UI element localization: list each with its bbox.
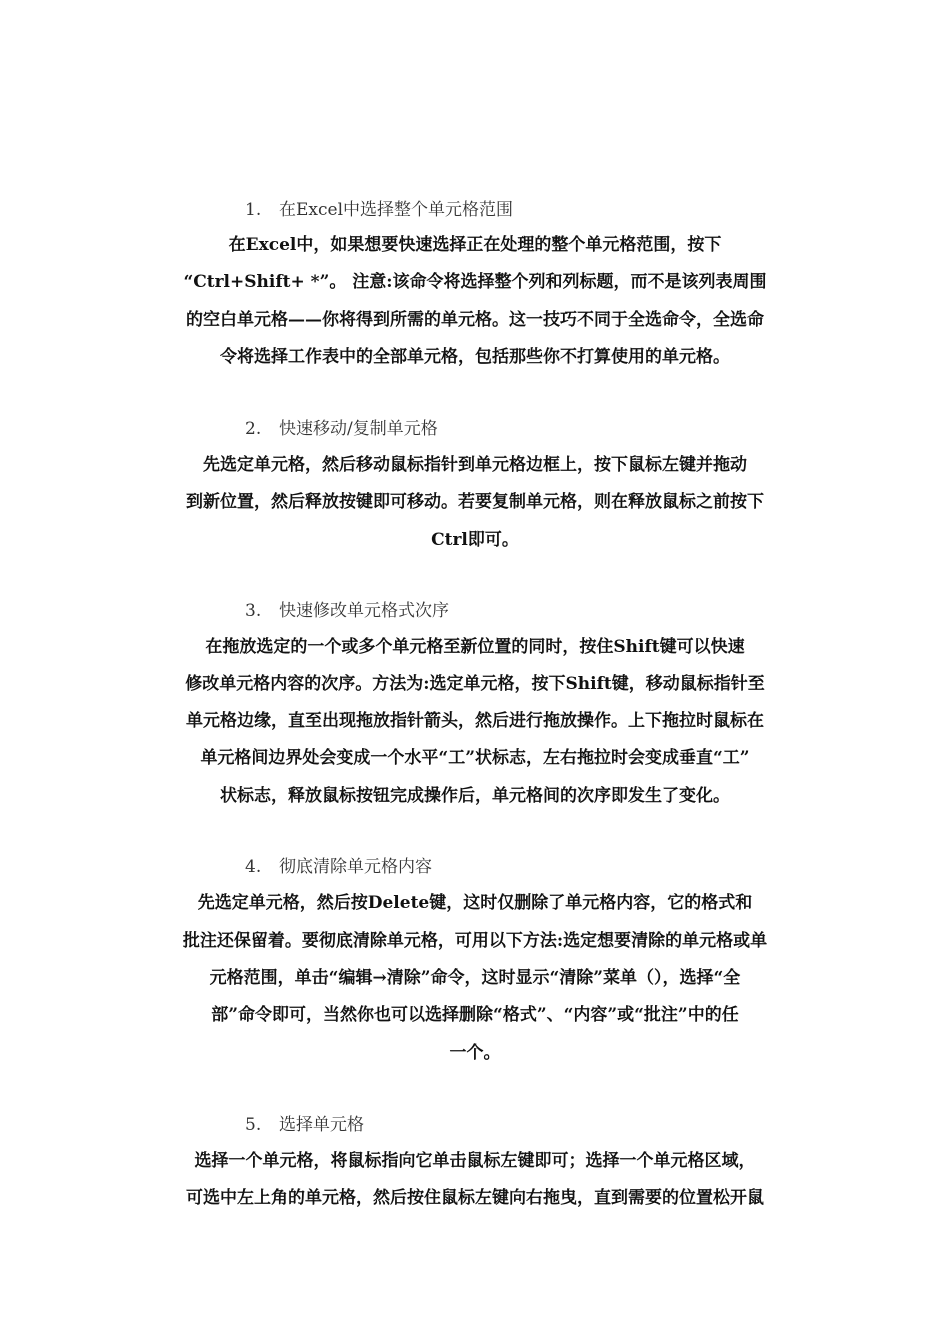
section-1-line-1: 在Excel中，如果想要快速选择正在处理的整个单元格范围，按下 [228,235,722,255]
section-4-line-3: 元格范围，单击“编辑→清除”命令，这时显示“清除”菜单（），选择“全 [209,968,741,988]
section-3-line-5: 状标志，释放鼠标按钮完成操作后，单元格间的次序即发生了变化。 [220,786,730,806]
section-2-line-1: 先选定单元格，然后移动鼠标指针到单元格边框上，按下鼠标左键并拖动 [203,455,747,475]
section-4-line-2: 批注还保留着。要彻底清除单元格，可用以下方法:选定想要清除的单元格或单 [182,931,768,951]
section-4-line-1: 先选定单元格，然后按Delete键，这时仅删除了单元格内容，它的格式和 [197,893,753,913]
section-2-line-2: 到新位置，然后释放按键即可移动。若要复制单元格，则在释放鼠标之前按下 [186,492,764,512]
section-3-line-2: 修改单元格内容的次序。方法为:选定单元格，按下Shift键，移动鼠标指针至 [185,674,765,694]
section-5-title: 选择单元格 [279,1115,364,1135]
section-4-title: 彻底清除单元格内容 [279,857,432,877]
section-2-heading [245,417,438,441]
section-3-line-4: 单元格间边界处会变成一个水平“工”状标志，左右拖拉时会变成垂直“工” [200,748,750,768]
section-1-heading [245,198,513,222]
section-2-line-3: Ctrl即可。 [431,530,519,550]
section-3-line-3: 单元格边缘，直至出现拖放指针箭头，然后进行拖放操作。上下拖拉时鼠标在 [186,711,764,731]
section-1-number: 1. [245,200,262,220]
section-1-line-3: 的空白单元格——你将得到所需的单元格。这一技巧不同于全选命令，全选命 [186,310,764,330]
section-4-heading [245,855,432,879]
section-5-heading [245,1113,364,1137]
section-5-line-1: 选择一个单元格，将鼠标指向它单击鼠标左键即可；选择一个单元格区域， [194,1151,756,1171]
section-1-line-2: “Ctrl+Shift+ *”。 注意:该命令将选择整个列和列标题，而不是该列表周围 [183,272,767,292]
section-3-number: 3. [245,601,262,621]
section-4-line-4: 部”命令即可，当然你也可以选择删除“格式”、“内容”或“批注”中的任 [211,1005,739,1025]
section-3-heading [245,599,449,623]
section-5-number: 5. [245,1115,262,1135]
section-2-title: 快速移动/复制单元格 [279,419,438,439]
section-4-number: 4. [245,857,262,877]
section-4-line-5: 一个。 [449,1043,501,1063]
section-1-title: 在Excel中选择整个单元格范围 [279,200,514,220]
section-1-line-4: 令将选择工作表中的全部单元格，包括那些你不打算使用的单元格。 [220,347,730,367]
section-3-title: 快速修改单元格式次序 [279,601,449,621]
section-3-line-1: 在拖放选定的一个或多个单元格至新位置的同时，按住Shift键可以快速 [205,637,745,657]
section-2-number: 2. [245,419,262,439]
section-5-line-2: 可选中左上角的单元格，然后按住鼠标左键向右拖曳，直到需要的位置松开鼠 [186,1188,764,1208]
